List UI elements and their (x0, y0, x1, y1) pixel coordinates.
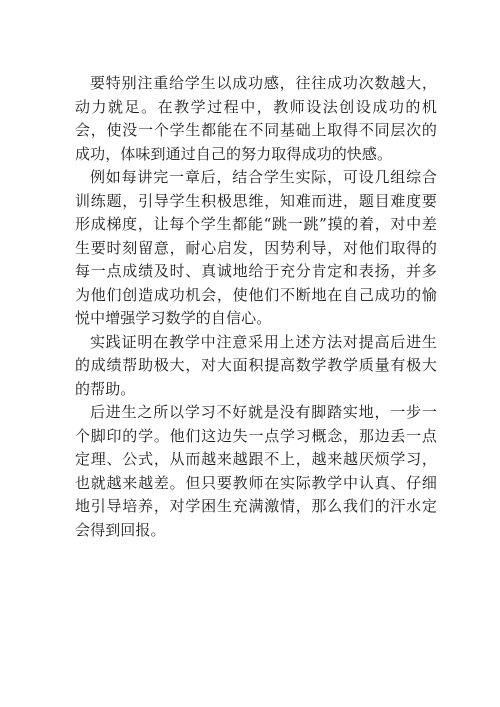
paragraph-practice-proof: 实践证明在教学中注意采用上述方法对提高后进生的成绩帮助极大，对大面积提高数学教学质量有极大的帮助。 (75, 332, 437, 398)
paragraph-struggling-students: 后进生之所以学习不好就是没有脚踏实地，一步一个脚印的学。他们这边失一点学习概念，那边丢一点定理、公式，从而越来越跟不上，越来越厌烦学习，也就越来越差。但只要教师在实际教学中认真、仔细地引导培养，对学困生充满激情，那么我们的汗水定会得到回报。 (75, 403, 437, 539)
document-body (75, 72, 437, 542)
paragraph-success-motivation: 要特别注重给学生以成功感，往往成功次数越大，动力就足。在教学过程中，教师设法创设成功的机会，使没一个学生都能在不同基础上取得不同层次的成功，体味到通过自己的努力取得成功的快感。 (75, 74, 437, 163)
paragraph-training-example: 例如每讲完一章后，结合学生实际，可设几组综合训练题，引导学生积极思维，知难而进，题目难度要形成梯度，让每个学生都能“跳一跳”摸的着，对中差生要时刻留意，耐心启发，因势利导，对他们取得的每一点成绩及时、真诚地给于充分肯定和表扬，并多为他们创造成功机会，使他们不断地在自己成功的愉悦中增强学习数学的自信心。 (75, 168, 437, 327)
